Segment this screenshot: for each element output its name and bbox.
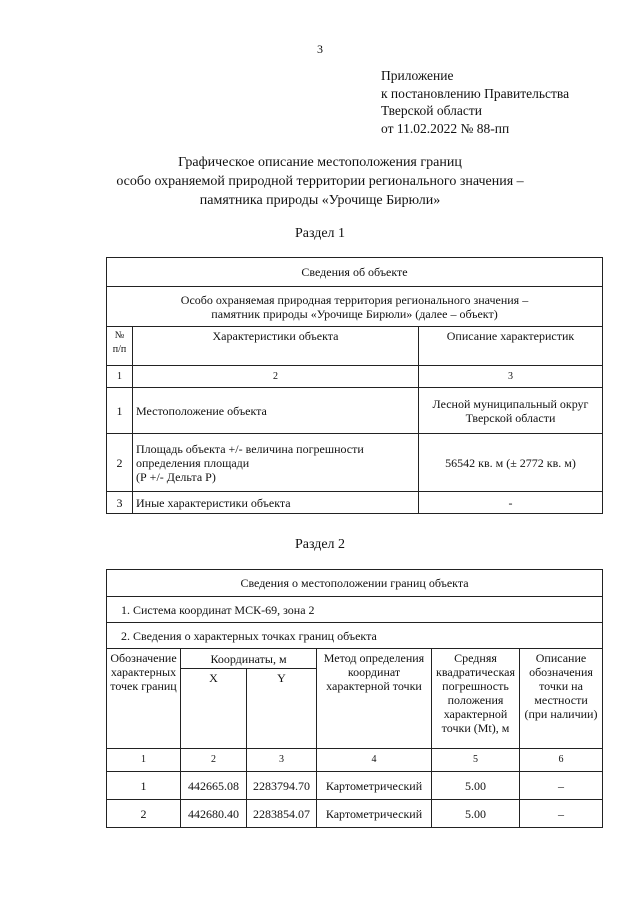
index-cell: 6: [520, 749, 603, 772]
document-title: [0, 153, 640, 210]
object-info-table: [106, 257, 603, 514]
coord-system-cell: 1. Система координат МСК-69, зона 2: [107, 597, 603, 623]
section-2-heading: Раздел 2: [294, 537, 346, 552]
object-name-line: Особо охраняемая природная территория регионального значения –: [180, 292, 529, 307]
row-num: 1: [107, 388, 133, 434]
point-cell: 2: [107, 800, 181, 828]
index-cell: 2: [181, 749, 247, 772]
index-cell: 1: [107, 749, 181, 772]
header-description: Описание характеристик: [419, 327, 603, 366]
index-cell: 3: [419, 366, 603, 388]
index-cell: 1: [107, 366, 133, 388]
index-cell: 2: [133, 366, 419, 388]
row-characteristic: Иные характеристики объекта: [133, 492, 419, 514]
object-name-cell: [107, 287, 603, 327]
title-line: Графическое описание местоположения границ: [178, 155, 462, 170]
table-row: [107, 800, 603, 828]
error-cell: 5.00: [432, 800, 520, 828]
points-caption-cell: 2. Сведения о характерных точках границ объекта: [107, 623, 603, 649]
point-cell: 1: [107, 772, 181, 800]
index-cell: 3: [247, 749, 317, 772]
table-caption: Сведения о местоположении границ объекта: [107, 570, 603, 597]
row-num: 2: [107, 434, 133, 492]
header-y: Y: [247, 669, 317, 749]
title-line: памятника природы «Урочище Бирюли»: [199, 193, 441, 208]
table-row: [107, 492, 603, 514]
y-cell: 2283794.70: [247, 772, 317, 800]
row-characteristic-line: (Р +/- Дельта Р): [136, 469, 216, 484]
location-cell: –: [520, 772, 603, 800]
row-description: 56542 кв. м (± 2772 кв. м): [419, 434, 603, 492]
index-cell: 5: [432, 749, 520, 772]
table-caption: Сведения об объекте: [107, 258, 603, 287]
row-description: Лесной муниципальный округ Тверской области: [419, 388, 603, 434]
x-cell: 442665.08: [181, 772, 247, 800]
appendix-line: Тверской области: [381, 103, 482, 118]
row-description: -: [419, 492, 603, 514]
appendix-block: [381, 67, 569, 137]
section-1-heading: Раздел 1: [294, 226, 346, 241]
header-characteristic: Характеристики объекта: [133, 327, 419, 366]
boundary-points-table: [106, 569, 603, 828]
row-characteristic: Местоположение объекта: [133, 388, 419, 434]
header-num: № п/п: [107, 327, 133, 366]
header-designation: Обозначение характерных точек границ: [107, 649, 181, 749]
header-coordinates: Координаты, м: [181, 649, 317, 669]
x-cell: 442680.40: [181, 800, 247, 828]
index-cell: 4: [317, 749, 432, 772]
method-cell: Картометрический: [317, 772, 432, 800]
page-number: 3: [317, 42, 323, 56]
row-characteristic-line: Площадь объекта +/- величина погрешности определения площади: [136, 441, 364, 470]
row-characteristic: [133, 434, 419, 492]
y-cell: 2283854.07: [247, 800, 317, 828]
header-error: Средняя квадратическая погрешность положения характерной точки (Mt), м: [432, 649, 520, 749]
method-cell: Картометрический: [317, 800, 432, 828]
header-method: Метод определения координат характерной точки: [317, 649, 432, 749]
table-row: [107, 434, 603, 492]
table-row: [107, 388, 603, 434]
appendix-line: Приложение: [381, 68, 454, 83]
header-location: Описание обозначения точки на местности (при наличии): [520, 649, 603, 749]
table-row: [107, 772, 603, 800]
header-x: X: [181, 669, 247, 749]
location-cell: –: [520, 800, 603, 828]
title-line: особо охраняемой природной территории регионального значения –: [116, 174, 524, 189]
row-num: 3: [107, 492, 133, 514]
object-name-line: памятник природы «Урочище Бирюли» (далее – объект): [211, 306, 498, 321]
error-cell: 5.00: [432, 772, 520, 800]
appendix-line: от 11.02.2022 № 88-пп: [381, 120, 510, 136]
appendix-line: к постановлению Правительства: [381, 85, 570, 101]
